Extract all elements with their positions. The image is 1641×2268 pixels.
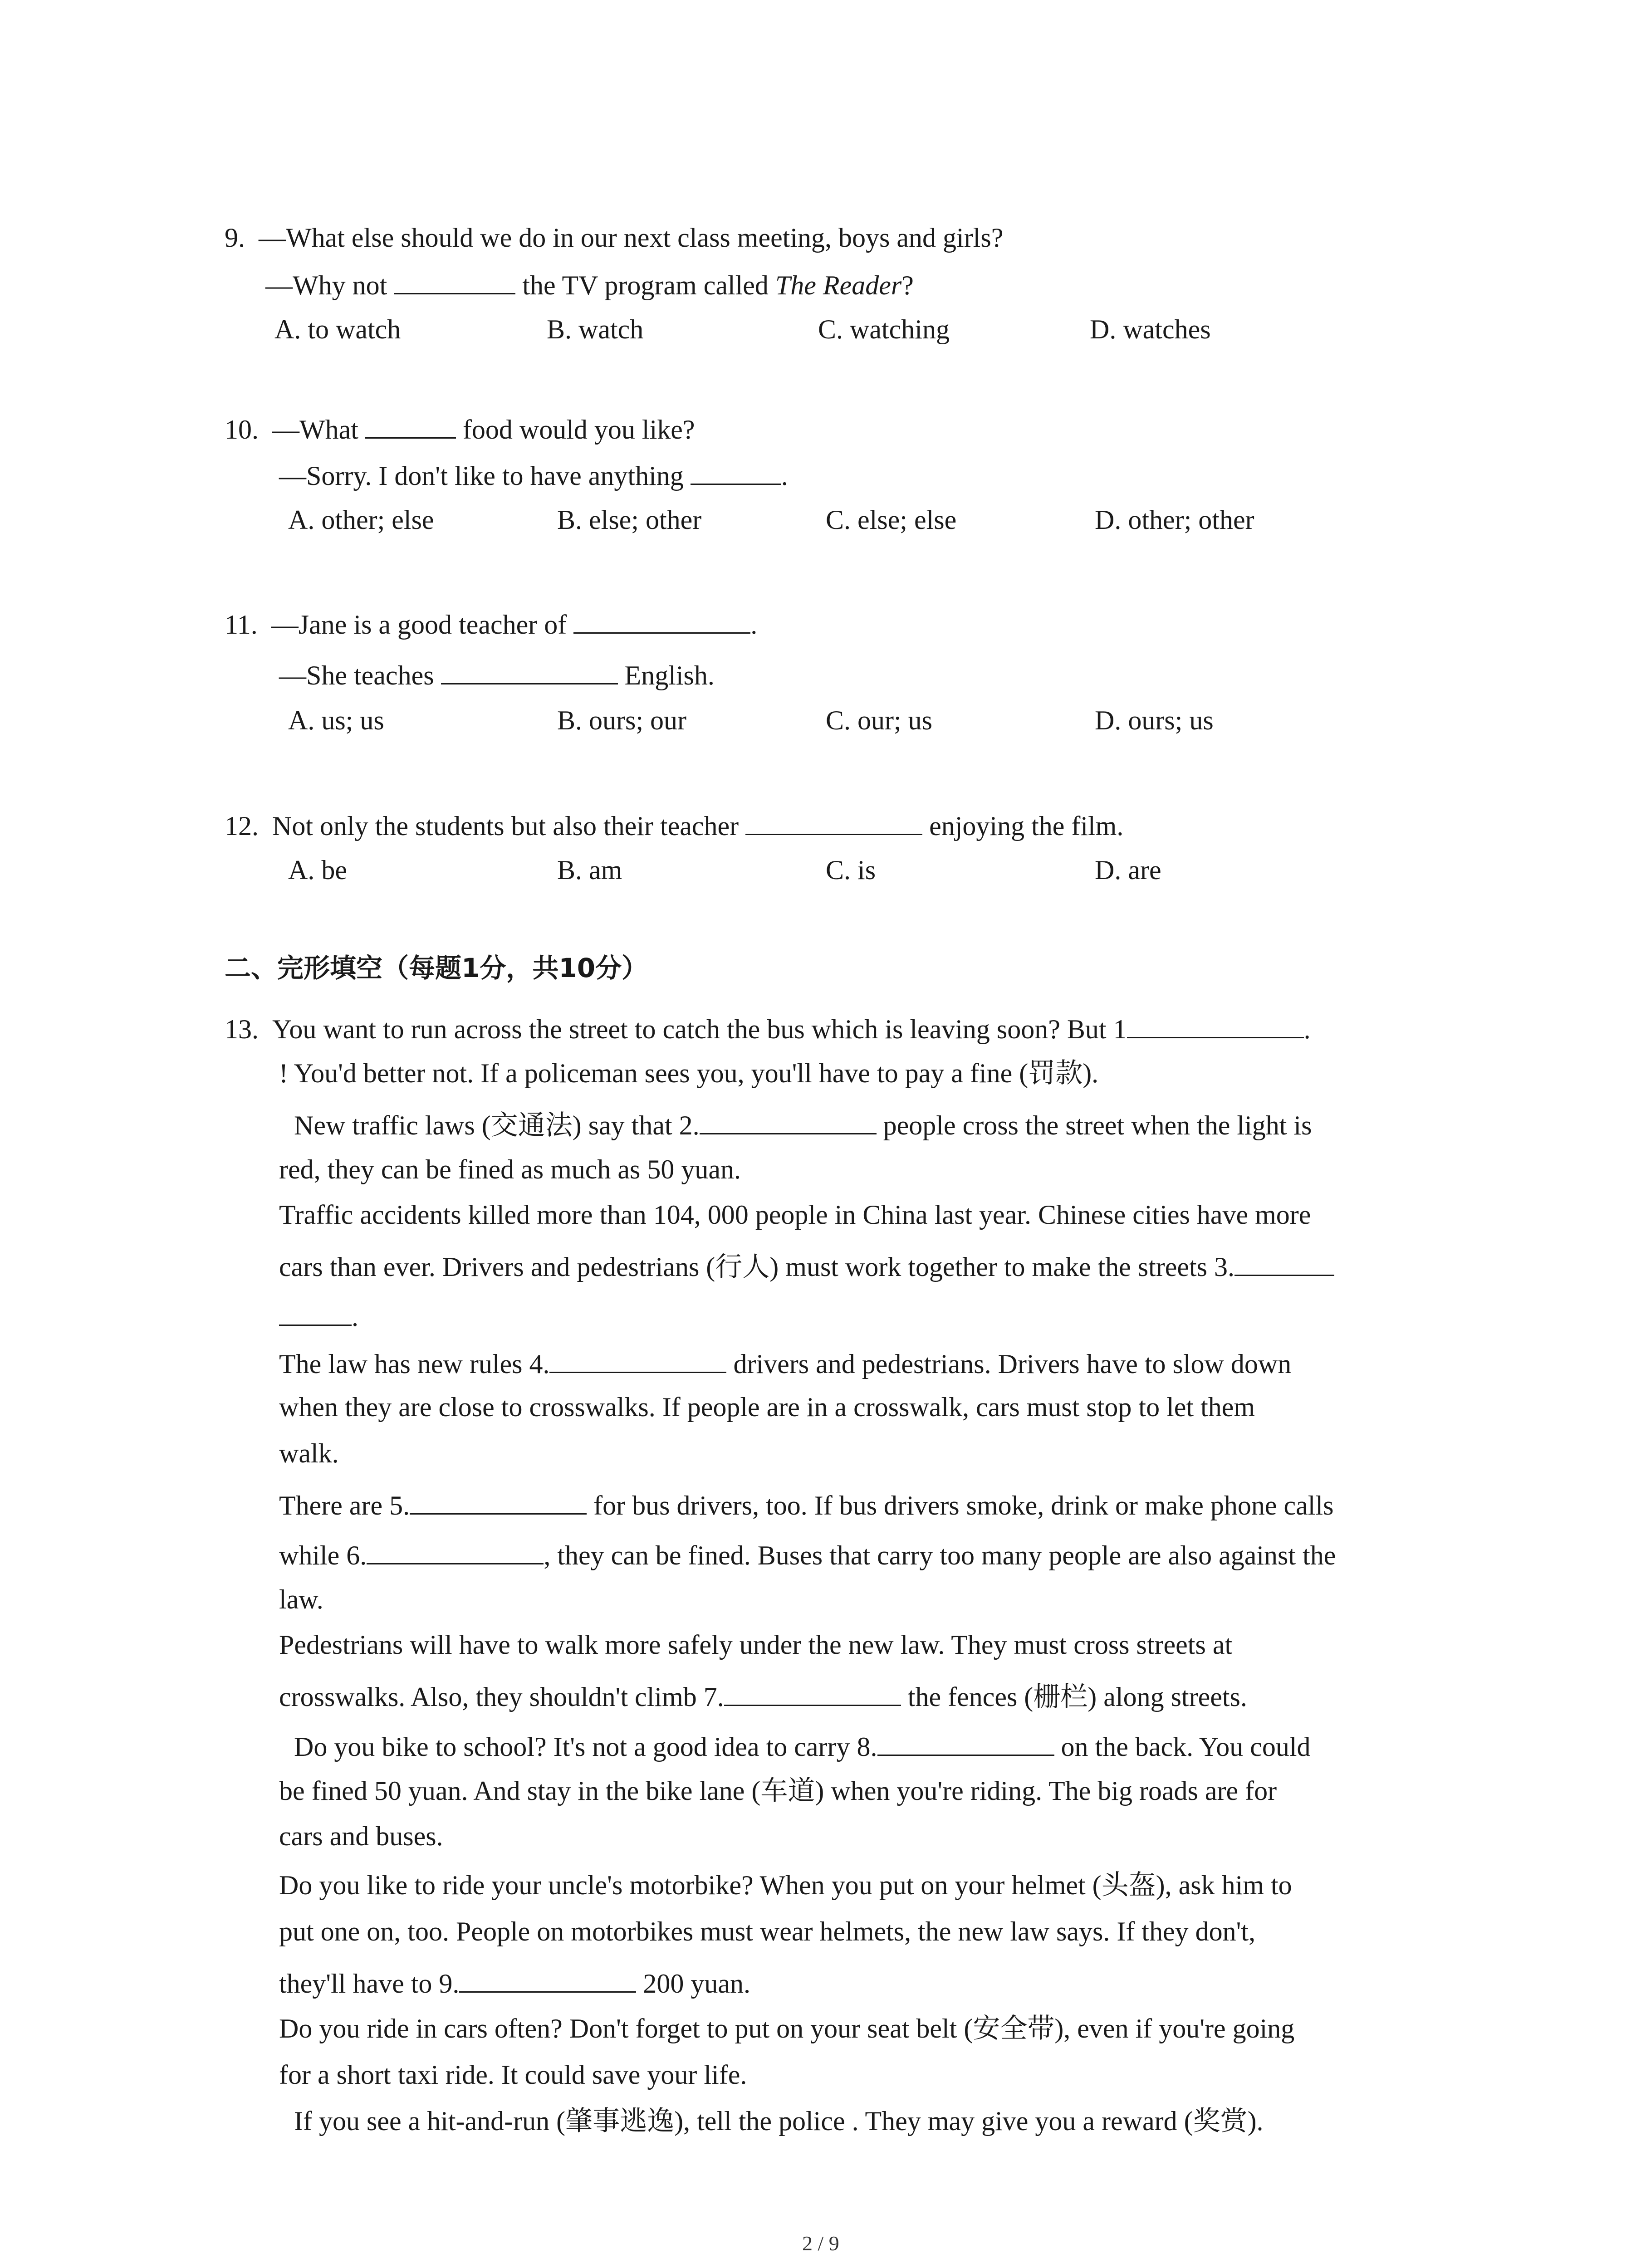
q13-text: while 6.: [279, 1540, 367, 1570]
q13-line-16: [294, 1728, 1311, 1761]
q12-prompt-line: [225, 807, 1123, 840]
q13-blank-5: [410, 1487, 587, 1515]
q9-number: 9.: [225, 223, 245, 253]
q13-line-13: law.: [279, 1584, 323, 1614]
q13-blank-3a: [1234, 1248, 1334, 1276]
q13-number: 13.: [225, 1014, 259, 1044]
q11-prompt-line: [225, 606, 757, 639]
q13-line-3: [294, 1107, 1312, 1139]
q10-blank-1: [365, 411, 456, 439]
q9-option-a: A. to watch: [274, 314, 401, 344]
q13-line-7: [279, 1298, 358, 1331]
q10-blank-2: [691, 457, 781, 485]
q13-text: The law has new rules 4.: [279, 1349, 550, 1379]
q9-option-d: D. watches: [1090, 314, 1211, 344]
q10-option-b: B. else; other: [557, 505, 702, 535]
q11-option-a: A. us; us: [288, 705, 384, 735]
q13-line-6: [279, 1248, 1334, 1281]
q13-line-15: [279, 1678, 1247, 1711]
q11-prompt-end: .: [750, 610, 758, 640]
page-number: 2 / 9: [802, 2232, 839, 2255]
q13-blank-1: [1127, 1011, 1304, 1038]
q13-text: people cross the street when the light is: [883, 1110, 1312, 1140]
q12-number: 12.: [225, 811, 259, 841]
q13-line-8: [279, 1345, 1291, 1378]
q9-prompt: —What else should we do in our next class meeting, boys and girls?: [259, 223, 1004, 253]
q9-reply-before: —Why not: [265, 270, 387, 300]
q13-text: crosswalks. Also, they shouldn't climb 7.: [279, 1682, 724, 1712]
q13-line-10: walk.: [279, 1438, 339, 1468]
q13-text: .: [1303, 1014, 1311, 1044]
q13-line-18: cars and buses.: [279, 1821, 443, 1851]
q10-option-c: C. else; else: [826, 505, 957, 535]
q13-blank-6: [367, 1537, 544, 1564]
q10-prompt-after: food would you like?: [462, 415, 695, 445]
q11-blank-2: [441, 657, 618, 684]
q9-option-c: C. watching: [818, 314, 950, 344]
section-title: 二、完形填空（每题1分，共10分）: [225, 953, 648, 983]
q12-option-c: C. is: [826, 855, 876, 885]
q13-text: New traffic laws (交通法) say that 2.: [294, 1110, 700, 1140]
q13-line-23: for a short taxi ride. It could save your life.: [279, 2060, 747, 2090]
q13-line-12: [279, 1537, 1336, 1569]
q10-reply-line: [279, 457, 788, 490]
q13-blank-7: [724, 1678, 901, 1706]
q12-option-d: D. are: [1095, 855, 1161, 885]
q13-line-14: Pedestrians will have to walk more safely under the new law. They must cross streets at: [279, 1630, 1233, 1660]
q10-reply-before: —Sorry. I don't like to have anything: [279, 461, 684, 491]
q10-option-d: D. other; other: [1095, 505, 1254, 535]
q13-blank-8: [877, 1728, 1054, 1756]
q9-reply-line: [265, 267, 914, 299]
q13-line-2: ! You'd better not. If a policeman sees you, you'll have to pay a fine (罚款).: [279, 1058, 1099, 1088]
q13-line-17: be fined 50 yuan. And stay in the bike lane (车道) when you're riding. The big roads are for: [279, 1776, 1277, 1806]
q10-number: 10.: [225, 415, 259, 445]
q12-prompt-before: Not only the students but also their teacher: [272, 811, 739, 841]
q13-text: for bus drivers, too. If bus drivers smoke, drink or make phone calls: [593, 1491, 1334, 1520]
q13-blank-3b: [279, 1298, 352, 1326]
q9-blank: [394, 267, 515, 294]
q13-blank-2: [700, 1107, 877, 1134]
q13-text: on the back. You could: [1061, 1732, 1311, 1762]
q13-text: Do you bike to school? It's not a good idea to carry 8.: [294, 1732, 877, 1762]
q11-prompt-before: —Jane is a good teacher of: [271, 610, 567, 640]
q9-prompt-line: [225, 221, 1003, 254]
q13-text: they'll have to 9.: [279, 1969, 460, 1999]
q12-blank: [745, 807, 922, 835]
q13-line-11: [279, 1487, 1333, 1520]
q13-text: You want to run across the street to catch the bus which is leaving soon? But 1: [272, 1014, 1127, 1044]
q13-text: .: [352, 1302, 358, 1332]
q9-option-b: B. watch: [547, 314, 644, 344]
q13-text: There are 5.: [279, 1491, 410, 1520]
q12-option-a: A. be: [288, 855, 347, 885]
q11-option-b: B. ours; our: [557, 705, 686, 735]
q11-reply-before: —She teaches: [279, 660, 434, 690]
q12-option-b: B. am: [557, 855, 622, 885]
q13-text: 200 yuan.: [643, 1969, 751, 1999]
q11-number: 11.: [225, 610, 258, 640]
q10-option-a: A. other; else: [288, 505, 434, 535]
q13-text: cars than ever. Drivers and pedestrians (行人) must work together to make the streets 3.: [279, 1252, 1235, 1282]
q11-reply-line: [279, 657, 715, 689]
q13-line-9: when they are close to crosswalks. If people are in a crosswalk, cars must stop to let them: [279, 1392, 1255, 1422]
q11-reply-after: English.: [624, 660, 715, 690]
q11-blank-1: [573, 606, 750, 634]
q9-reply-title: The Reader: [775, 270, 902, 300]
q13-line-21: [279, 1965, 750, 1998]
q10-prompt-line: [225, 411, 695, 444]
q11-option-d: D. ours; us: [1095, 705, 1214, 735]
q13-line-22: Do you ride in cars often? Don't forget to put on your seat belt (安全带), even if you're going: [279, 2014, 1295, 2043]
q10-prompt-before: —What: [272, 415, 358, 445]
q13-line-5: Traffic accidents killed more than 104, 000 people in China last year. Chinese cities have more: [279, 1200, 1311, 1230]
q11-option-c: C. our; us: [826, 705, 933, 735]
q13-line-19: Do you like to ride your uncle's motorbike? When you put on your helmet (头盔), ask him to: [279, 1870, 1292, 1900]
q13-blank-9: [459, 1965, 636, 1993]
q13-blank-4: [549, 1345, 726, 1373]
q9-reply-after: the TV program called: [522, 270, 769, 300]
q13-text: , they can be fined. Buses that carry too many people are also against the: [544, 1540, 1336, 1570]
q13-line-1: [225, 1011, 1311, 1043]
q13-line-4: red, they can be fined as much as 50 yuan.: [279, 1154, 741, 1184]
q13-line-20: put one on, too. People on motorbikes must wear helmets, the new law says. If they don't,: [279, 1916, 1256, 1946]
q9-reply-end: ?: [901, 270, 914, 300]
q13-line-24: If you see a hit-and-run (肇事逃逸), tell the police . They may give you a reward (奖赏).: [294, 2106, 1264, 2136]
q12-prompt-after: enjoying the film.: [929, 811, 1124, 841]
q13-text: the fences (栅栏) along streets.: [907, 1682, 1247, 1712]
q13-text: drivers and pedestrians. Drivers have to slow down: [733, 1349, 1292, 1379]
q10-reply-end: .: [781, 461, 788, 491]
